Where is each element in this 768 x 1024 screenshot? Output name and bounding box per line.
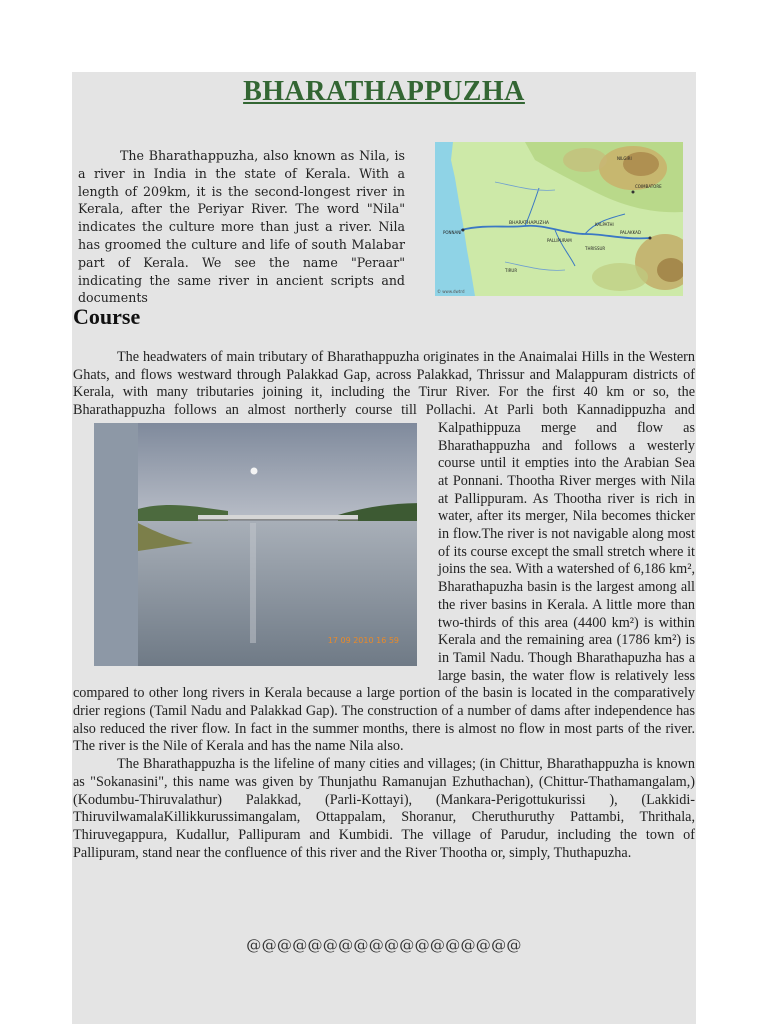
map-label: NILGIRI [617,156,632,161]
map-label: COIMBATORE [635,184,662,189]
section-heading-course: Course [73,304,141,329]
page-title: BHARATHAPPUZHA [243,76,525,107]
map-label: PALAKKAD [620,230,641,235]
photo-graphic [138,423,417,666]
map-label: BHARATHAPUZHA [509,221,549,226]
map-credit: © www.dwtrd [437,289,465,294]
course-paragraph-1-continued: Kannadippuzha and Kalpathippuza merge and flow as Bharathappuzha and follows a westerly course until it empties into the Arabian Sea at Ponnani. Thootha River merges with Nila at Pallippuram. As Thootha river is rich in water, after its merger, Nila becomes thicker in flow.The river is not navigable along most of its course except the small stretch where it joins the sea. With a watershed of 6,186 km², Bharathapuzha basin is the largest among all the river basins in Kerala. A little more than two-thirds of this area (4400 km²) is within Kerala and the remaining area (1786 km²) is in Tamil Nadu. Though Bharathapuzha has a large basin, the water flow is relatively less compared to other long rivers in Kerala because a large portion of the basin is located in the comparatively drier regions (Tamil Nadu and Palakkad Gap). The construction of a number of dams after independence has also reduced the river flow. In fact in the summer months, there is almost no flow in most parts of the river. The river is the Nile of Kerala and has the name Nila also. [73,402,695,755]
closing-symbols: @@@@@@@@@@@@@@@@@@ [246,936,522,954]
map-graphic [435,142,683,296]
course-paragraph-1 [73,349,695,756]
river-map-image [435,142,683,296]
map-label: TIRUR [505,268,518,273]
course-paragraph-2: The Bharathappuzha is the lifeline of many cities and villages; (in Chittur, Bharathappuzha is known as "Sokanasini", this name was given by Thunjathu Ramanujan Ezhuthachan), (Chittur-Thathamangalam,) (Kodumbu-Thiruvalathur) Palakkad, (Parli-Kottayi), (Mankara-Perigottukurissi ), (Lakkidi-ThiruvilwamalaKillikkurussimangalam, Ottappalam, Shoranur, Cheruthuruthy Pattambi, Thrithala, Thiruvegappura, Kudallur, Pallipuram and Kumbidi. The village of Parudur, including the town of Pallipuram, stand near the confluence of this river and the River Thootha or, simply, Thuthapuzha. [73,756,695,861]
map-label: THRISSUR [585,246,606,251]
map-label: PALLIPURAM [547,238,572,243]
photo-timestamp: 17 09 2010 16 59 [327,636,399,646]
course-body [73,349,695,862]
document-page [72,72,696,1024]
intro-text: The Bharathappuzha, also known as Nila, is a river in India in the state of Kerala. With a length of 209km, it is the second-longest river in Kerala, after the Periyar River. The word "Nila" indicates the culture more than just a river. Nila has groomed the culture and life of south Malabar part of Kerala. We see the name "Peraar" indicating the same river in ancient scripts and documents [78,148,405,306]
intro-paragraph [78,147,405,307]
map-label: KALPATHI [595,222,614,227]
map-label: PONNANI [443,230,462,235]
course-paragraph-1-text: The headwaters of main tributary of Bharathappuzha originates in the Anaimalai Hills in the Western Ghats, and flows westward through Palakkad Gap, across Palakkad, Thrissur and Malappuram districts of Kerala, with many tributaries joining it, including the Tirur River. For the first 40 km or so, the Bharathappuzha follows an almost northerly course till Pollachi. At Parli both [73,349,695,419]
river-photo-image [94,423,417,666]
